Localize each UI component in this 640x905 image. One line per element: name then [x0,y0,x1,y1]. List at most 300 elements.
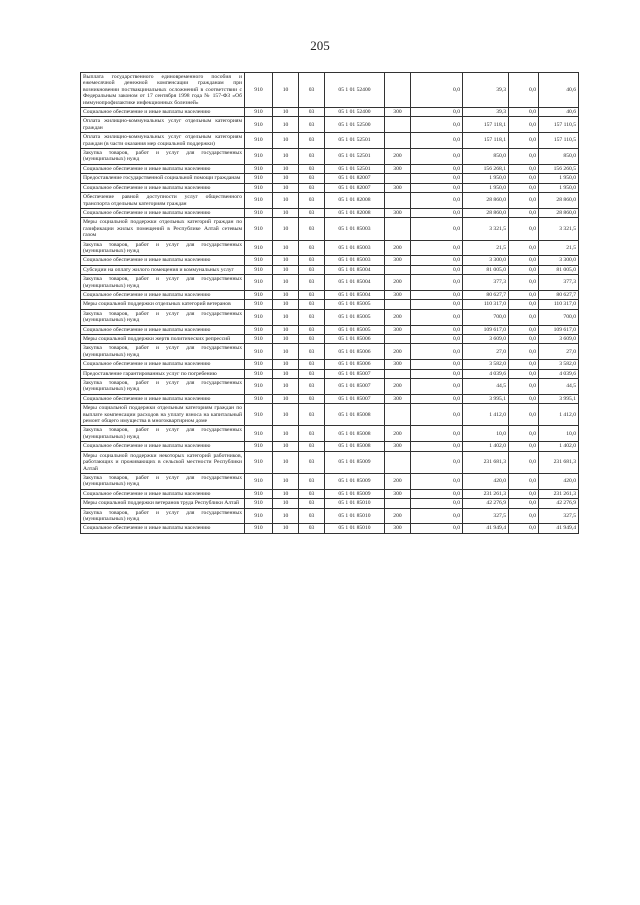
cell-tsel-statya: 05 1 01 85007 [325,369,385,378]
cell-sum-4: 27,0 [539,344,579,360]
cell-name: Меры социальной поддержки отдельных категорий ветеранов [81,300,245,309]
cell-sum-4: 3 582,0 [539,360,579,369]
cell-sum-1: 0,0 [411,164,463,173]
cell-tsel-statya: 05 1 01 85005 [325,309,385,325]
cell-grbs: 910 [245,394,273,403]
cell-sum-3: 0,0 [509,360,539,369]
cell-sum-3: 0,0 [509,133,539,149]
cell-vid-rashodov: 200 [385,379,411,395]
cell-podrazdel: 03 [299,265,325,274]
cell-podrazdel: 03 [299,256,325,265]
cell-tsel-statya: 05 1 01 52500 [325,117,385,133]
cell-vid-rashodov: 300 [385,360,411,369]
cell-grbs: 910 [245,193,273,209]
cell-grbs: 910 [245,473,273,489]
cell-sum-2: 44,5 [463,379,509,395]
cell-sum-3: 0,0 [509,149,539,165]
cell-sum-4: 109 617,0 [539,325,579,334]
cell-sum-4: 850,0 [539,149,579,165]
cell-razdel: 10 [273,524,299,533]
cell-razdel: 10 [273,290,299,299]
cell-grbs: 910 [245,164,273,173]
cell-sum-2: 231 261,3 [463,489,509,498]
cell-name: Оплата жилищно-коммунальных услуг отдельным категориям граждан [81,117,245,133]
cell-grbs: 910 [245,499,273,508]
cell-name: Социальное обеспечение и иные выплаты населению [81,360,245,369]
cell-vid-rashodov [385,218,411,240]
cell-tsel-statya: 05 1 01 52400 [325,73,385,108]
cell-vid-rashodov: 200 [385,240,411,256]
cell-podrazdel: 03 [299,275,325,291]
cell-sum-3: 0,0 [509,325,539,334]
cell-vid-rashodov: 300 [385,256,411,265]
table-row [81,290,579,299]
cell-grbs: 910 [245,275,273,291]
cell-grbs: 910 [245,369,273,378]
cell-name: Меры социальной поддержки отдельных категорий граждан по газификации жилых помещений в Республике Алтай сетевым газом [81,218,245,240]
cell-podrazdel: 03 [299,369,325,378]
cell-razdel: 10 [273,193,299,209]
table-row [81,360,579,369]
table-row [81,394,579,403]
cell-name: Предоставление гарантированных услуг по погребению [81,369,245,378]
cell-podrazdel: 03 [299,394,325,403]
cell-podrazdel: 03 [299,404,325,426]
table-row [81,344,579,360]
cell-name: Субсидии на оплату жилого помещения и коммунальных услуг [81,265,245,274]
cell-sum-2: 110 317,0 [463,300,509,309]
cell-sum-1: 0,0 [411,442,463,451]
table-row [81,208,579,217]
page-number: 205 [310,38,330,53]
cell-grbs: 910 [245,404,273,426]
cell-sum-3: 0,0 [509,240,539,256]
cell-name: Меры социальной поддержки отдельным категориям граждан по выплате компенсации расходов на уплату взноса на капитальный ремонт общего имущества в многоквартирном доме [81,404,245,426]
cell-sum-3: 0,0 [509,451,539,473]
cell-sum-2: 3 582,0 [463,360,509,369]
cell-vid-rashodov [385,265,411,274]
cell-sum-4: 1 950,0 [539,174,579,183]
cell-sum-2: 157 118,1 [463,133,509,149]
cell-name: Закупка товаров, работ и услуг для государственных (муниципальных) нужд [81,149,245,165]
cell-razdel: 10 [273,208,299,217]
cell-sum-2: 21,5 [463,240,509,256]
cell-sum-4: 41 949,4 [539,524,579,533]
cell-podrazdel: 03 [299,149,325,165]
cell-sum-2: 28 860,0 [463,193,509,209]
cell-sum-1: 0,0 [411,489,463,498]
cell-razdel: 10 [273,117,299,133]
cell-sum-3: 0,0 [509,344,539,360]
cell-sum-1: 0,0 [411,508,463,524]
cell-sum-2: 109 617,0 [463,325,509,334]
cell-sum-4: 3 300,0 [539,256,579,265]
table-row [81,240,579,256]
cell-sum-2: 157 118,1 [463,117,509,133]
cell-grbs: 910 [245,73,273,108]
cell-sum-1: 0,0 [411,174,463,183]
cell-sum-3: 0,0 [509,108,539,117]
cell-sum-1: 0,0 [411,149,463,165]
cell-name: Закупка товаров, работ и услуг для государственных (муниципальных) нужд [81,473,245,489]
cell-grbs: 910 [245,524,273,533]
cell-sum-2: 700,0 [463,309,509,325]
cell-vid-rashodov: 300 [385,325,411,334]
cell-razdel: 10 [273,508,299,524]
cell-razdel: 10 [273,473,299,489]
cell-vid-rashodov: 300 [385,524,411,533]
cell-razdel: 10 [273,174,299,183]
table-row [81,379,579,395]
cell-sum-3: 0,0 [509,290,539,299]
cell-sum-4: 44,5 [539,379,579,395]
cell-sum-4: 157 110,5 [539,117,579,133]
cell-sum-3: 0,0 [509,369,539,378]
cell-sum-4: 157 110,5 [539,133,579,149]
cell-razdel: 10 [273,394,299,403]
cell-name: Выплата государственного единовременного пособия и ежемесячной денежной компенсации гражданам при возникновении поствакцинальных осложнений в соответствии с Федеральным законом от 17 сентября 1998 года № 157-ФЗ «Об иммунопрофилактике инфекционных болезней» [81,73,245,108]
cell-vid-rashodov: 200 [385,473,411,489]
cell-grbs: 910 [245,335,273,344]
cell-tsel-statya: 05 1 01 85008 [325,442,385,451]
cell-grbs: 910 [245,489,273,498]
cell-tsel-statya: 05 1 01 82007 [325,183,385,192]
cell-name: Социальное обеспечение и иные выплаты населению [81,164,245,173]
cell-sum-4: 40,6 [539,73,579,108]
cell-sum-3: 0,0 [509,275,539,291]
cell-tsel-statya: 05 1 01 82007 [325,174,385,183]
cell-name: Социальное обеспечение и иные выплаты населению [81,489,245,498]
cell-razdel: 10 [273,309,299,325]
cell-grbs: 910 [245,183,273,192]
cell-sum-1: 0,0 [411,183,463,192]
cell-vid-rashodov: 300 [385,442,411,451]
cell-vid-rashodov: 300 [385,394,411,403]
cell-vid-rashodov [385,73,411,108]
cell-sum-4: 4 039,6 [539,369,579,378]
cell-sum-3: 0,0 [509,426,539,442]
cell-podrazdel: 03 [299,489,325,498]
table-row [81,256,579,265]
cell-podrazdel: 03 [299,499,325,508]
cell-tsel-statya: 05 1 01 85009 [325,489,385,498]
cell-sum-4: 110 317,0 [539,300,579,309]
table-row [81,108,579,117]
cell-sum-2: 41 949,4 [463,524,509,533]
cell-sum-3: 0,0 [509,309,539,325]
cell-sum-4: 3 321,5 [539,218,579,240]
cell-vid-rashodov [385,300,411,309]
table-row [81,451,579,473]
cell-tsel-statya: 05 1 01 85006 [325,344,385,360]
cell-podrazdel: 03 [299,73,325,108]
cell-sum-2: 1 402,0 [463,442,509,451]
cell-sum-1: 0,0 [411,394,463,403]
cell-razdel: 10 [273,275,299,291]
cell-grbs: 910 [245,108,273,117]
cell-tsel-statya: 05 1 01 85010 [325,524,385,533]
cell-tsel-statya: 05 1 01 85009 [325,473,385,489]
cell-tsel-statya: 05 1 01 85004 [325,275,385,291]
cell-razdel: 10 [273,360,299,369]
cell-tsel-statya: 05 1 01 85007 [325,379,385,395]
cell-sum-2: 1 412,0 [463,404,509,426]
cell-sum-2: 80 627,7 [463,290,509,299]
table-row [81,524,579,533]
cell-sum-4: 1 412,0 [539,404,579,426]
cell-tsel-statya: 05 1 01 85006 [325,335,385,344]
cell-sum-2: 156 268,1 [463,164,509,173]
cell-sum-2: 850,0 [463,149,509,165]
cell-tsel-statya: 05 1 01 85009 [325,451,385,473]
cell-podrazdel: 03 [299,473,325,489]
cell-sum-3: 0,0 [509,164,539,173]
cell-name: Социальное обеспечение и иные выплаты населению [81,442,245,451]
cell-sum-2: 231 681,3 [463,451,509,473]
cell-vid-rashodov [385,174,411,183]
cell-razdel: 10 [273,240,299,256]
cell-sum-1: 0,0 [411,451,463,473]
cell-vid-rashodov [385,335,411,344]
cell-grbs: 910 [245,256,273,265]
cell-name: Закупка товаров, работ и услуг для государственных (муниципальных) нужд [81,426,245,442]
cell-sum-3: 0,0 [509,489,539,498]
cell-sum-2: 39,3 [463,108,509,117]
cell-tsel-statya: 05 1 01 52501 [325,133,385,149]
cell-razdel: 10 [273,451,299,473]
cell-sum-1: 0,0 [411,344,463,360]
cell-sum-4: 1 950,0 [539,183,579,192]
cell-sum-3: 0,0 [509,265,539,274]
cell-vid-rashodov [385,451,411,473]
cell-vid-rashodov: 300 [385,108,411,117]
cell-vid-rashodov: 300 [385,183,411,192]
cell-grbs: 910 [245,442,273,451]
cell-razdel: 10 [273,218,299,240]
table-row [81,404,579,426]
table-row [81,335,579,344]
cell-sum-3: 0,0 [509,394,539,403]
cell-vid-rashodov [385,193,411,209]
cell-grbs: 910 [245,426,273,442]
cell-grbs: 910 [245,309,273,325]
table-row [81,164,579,173]
cell-podrazdel: 03 [299,240,325,256]
table-row [81,508,579,524]
cell-vid-rashodov: 300 [385,290,411,299]
cell-podrazdel: 03 [299,218,325,240]
cell-grbs: 910 [245,379,273,395]
table-row [81,325,579,334]
cell-sum-2: 4 039,6 [463,369,509,378]
cell-sum-4: 21,5 [539,240,579,256]
cell-name: Закупка товаров, работ и услуг для государственных (муниципальных) нужд [81,508,245,524]
cell-sum-3: 0,0 [509,300,539,309]
cell-name: Социальное обеспечение и иные выплаты населению [81,290,245,299]
cell-podrazdel: 03 [299,442,325,451]
cell-razdel: 10 [273,265,299,274]
cell-razdel: 10 [273,164,299,173]
cell-tsel-statya: 05 1 01 85003 [325,240,385,256]
cell-tsel-statya: 05 1 01 85010 [325,499,385,508]
table-row [81,174,579,183]
cell-vid-rashodov: 200 [385,309,411,325]
cell-podrazdel: 03 [299,426,325,442]
cell-sum-4: 700,0 [539,309,579,325]
cell-sum-1: 0,0 [411,117,463,133]
cell-sum-3: 0,0 [509,183,539,192]
cell-tsel-statya: 05 1 01 82008 [325,208,385,217]
table-row [81,489,579,498]
cell-podrazdel: 03 [299,117,325,133]
cell-sum-1: 0,0 [411,240,463,256]
cell-vid-rashodov [385,133,411,149]
cell-podrazdel: 03 [299,379,325,395]
cell-sum-1: 0,0 [411,499,463,508]
cell-sum-1: 0,0 [411,193,463,209]
cell-vid-rashodov: 200 [385,275,411,291]
cell-tsel-statya: 05 1 01 52501 [325,164,385,173]
cell-podrazdel: 03 [299,174,325,183]
cell-grbs: 910 [245,174,273,183]
cell-podrazdel: 03 [299,300,325,309]
cell-razdel: 10 [273,149,299,165]
cell-grbs: 910 [245,149,273,165]
cell-grbs: 910 [245,360,273,369]
cell-grbs: 910 [245,344,273,360]
cell-razdel: 10 [273,256,299,265]
cell-sum-4: 377,3 [539,275,579,291]
cell-sum-4: 81 005,0 [539,265,579,274]
cell-sum-2: 10,0 [463,426,509,442]
table-body [81,73,579,534]
budget-table [80,72,579,534]
cell-name: Социальное обеспечение и иные выплаты населению [81,394,245,403]
table-row [81,73,579,108]
cell-name: Закупка товаров, работ и услуг для государственных (муниципальных) нужд [81,379,245,395]
table-row [81,426,579,442]
cell-sum-3: 0,0 [509,174,539,183]
cell-sum-1: 0,0 [411,290,463,299]
cell-sum-2: 420,0 [463,473,509,489]
cell-sum-4: 231 261,3 [539,489,579,498]
cell-sum-1: 0,0 [411,73,463,108]
cell-sum-2: 28 860,0 [463,208,509,217]
cell-sum-3: 0,0 [509,473,539,489]
table-row [81,133,579,149]
cell-podrazdel: 03 [299,309,325,325]
cell-vid-rashodov: 200 [385,344,411,360]
cell-sum-3: 0,0 [509,508,539,524]
cell-podrazdel: 03 [299,335,325,344]
cell-vid-rashodov: 300 [385,489,411,498]
cell-podrazdel: 03 [299,360,325,369]
cell-razdel: 10 [273,108,299,117]
cell-sum-4: 10,0 [539,426,579,442]
cell-razdel: 10 [273,344,299,360]
cell-podrazdel: 03 [299,451,325,473]
cell-grbs: 910 [245,240,273,256]
cell-razdel: 10 [273,325,299,334]
table-row [81,309,579,325]
cell-tsel-statya: 05 1 01 85003 [325,256,385,265]
cell-name: Меры социальной поддержки некоторых категорий работников, работающих и проживающих в сельской местности Республики Алтай [81,451,245,473]
cell-name: Закупка товаров, работ и услуг для государственных (муниципальных) нужд [81,240,245,256]
cell-sum-1: 0,0 [411,108,463,117]
cell-sum-3: 0,0 [509,117,539,133]
cell-grbs: 910 [245,508,273,524]
cell-sum-1: 0,0 [411,335,463,344]
cell-podrazdel: 03 [299,183,325,192]
cell-sum-2: 3 609,0 [463,335,509,344]
cell-sum-3: 0,0 [509,524,539,533]
cell-sum-2: 3 321,5 [463,218,509,240]
cell-sum-4: 80 627,7 [539,290,579,299]
cell-grbs: 910 [245,265,273,274]
cell-tsel-statya: 05 1 01 85008 [325,426,385,442]
cell-vid-rashodov: 300 [385,164,411,173]
table-row [81,275,579,291]
cell-sum-4: 156 260,5 [539,164,579,173]
table-row [81,183,579,192]
cell-podrazdel: 03 [299,290,325,299]
cell-sum-1: 0,0 [411,325,463,334]
cell-sum-2: 3 995,1 [463,394,509,403]
cell-name: Социальное обеспечение и иные выплаты населению [81,256,245,265]
cell-sum-1: 0,0 [411,208,463,217]
cell-razdel: 10 [273,300,299,309]
cell-razdel: 10 [273,73,299,108]
cell-name: Меры социальной поддержки ветеранов труда Республики Алтай [81,499,245,508]
cell-sum-3: 0,0 [509,218,539,240]
cell-sum-1: 0,0 [411,473,463,489]
cell-sum-3: 0,0 [509,256,539,265]
cell-razdel: 10 [273,442,299,451]
table-row [81,149,579,165]
cell-sum-2: 42 276,9 [463,499,509,508]
cell-podrazdel: 03 [299,133,325,149]
cell-sum-4: 420,0 [539,473,579,489]
cell-sum-3: 0,0 [509,379,539,395]
cell-razdel: 10 [273,379,299,395]
cell-sum-2: 327,5 [463,508,509,524]
cell-name: Оплата жилищно-коммунальных услуг отдельным категориям граждан (в части оказания мер социальной поддержки) [81,133,245,149]
cell-podrazdel: 03 [299,208,325,217]
cell-tsel-statya: 05 1 01 82008 [325,193,385,209]
cell-sum-4: 3 609,0 [539,335,579,344]
cell-razdel: 10 [273,335,299,344]
cell-sum-1: 0,0 [411,133,463,149]
cell-podrazdel: 03 [299,508,325,524]
cell-sum-3: 0,0 [509,335,539,344]
cell-grbs: 910 [245,290,273,299]
cell-grbs: 910 [245,133,273,149]
cell-grbs: 910 [245,300,273,309]
cell-sum-1: 0,0 [411,360,463,369]
cell-podrazdel: 03 [299,108,325,117]
cell-sum-1: 0,0 [411,426,463,442]
cell-sum-1: 0,0 [411,524,463,533]
cell-name: Меры социальной поддержки жертв политических репрессий [81,335,245,344]
cell-tsel-statya: 05 1 01 52501 [325,149,385,165]
cell-sum-1: 0,0 [411,256,463,265]
table-row [81,218,579,240]
cell-sum-1: 0,0 [411,404,463,426]
cell-vid-rashodov [385,369,411,378]
cell-sum-2: 3 300,0 [463,256,509,265]
cell-sum-3: 0,0 [509,208,539,217]
cell-sum-1: 0,0 [411,369,463,378]
